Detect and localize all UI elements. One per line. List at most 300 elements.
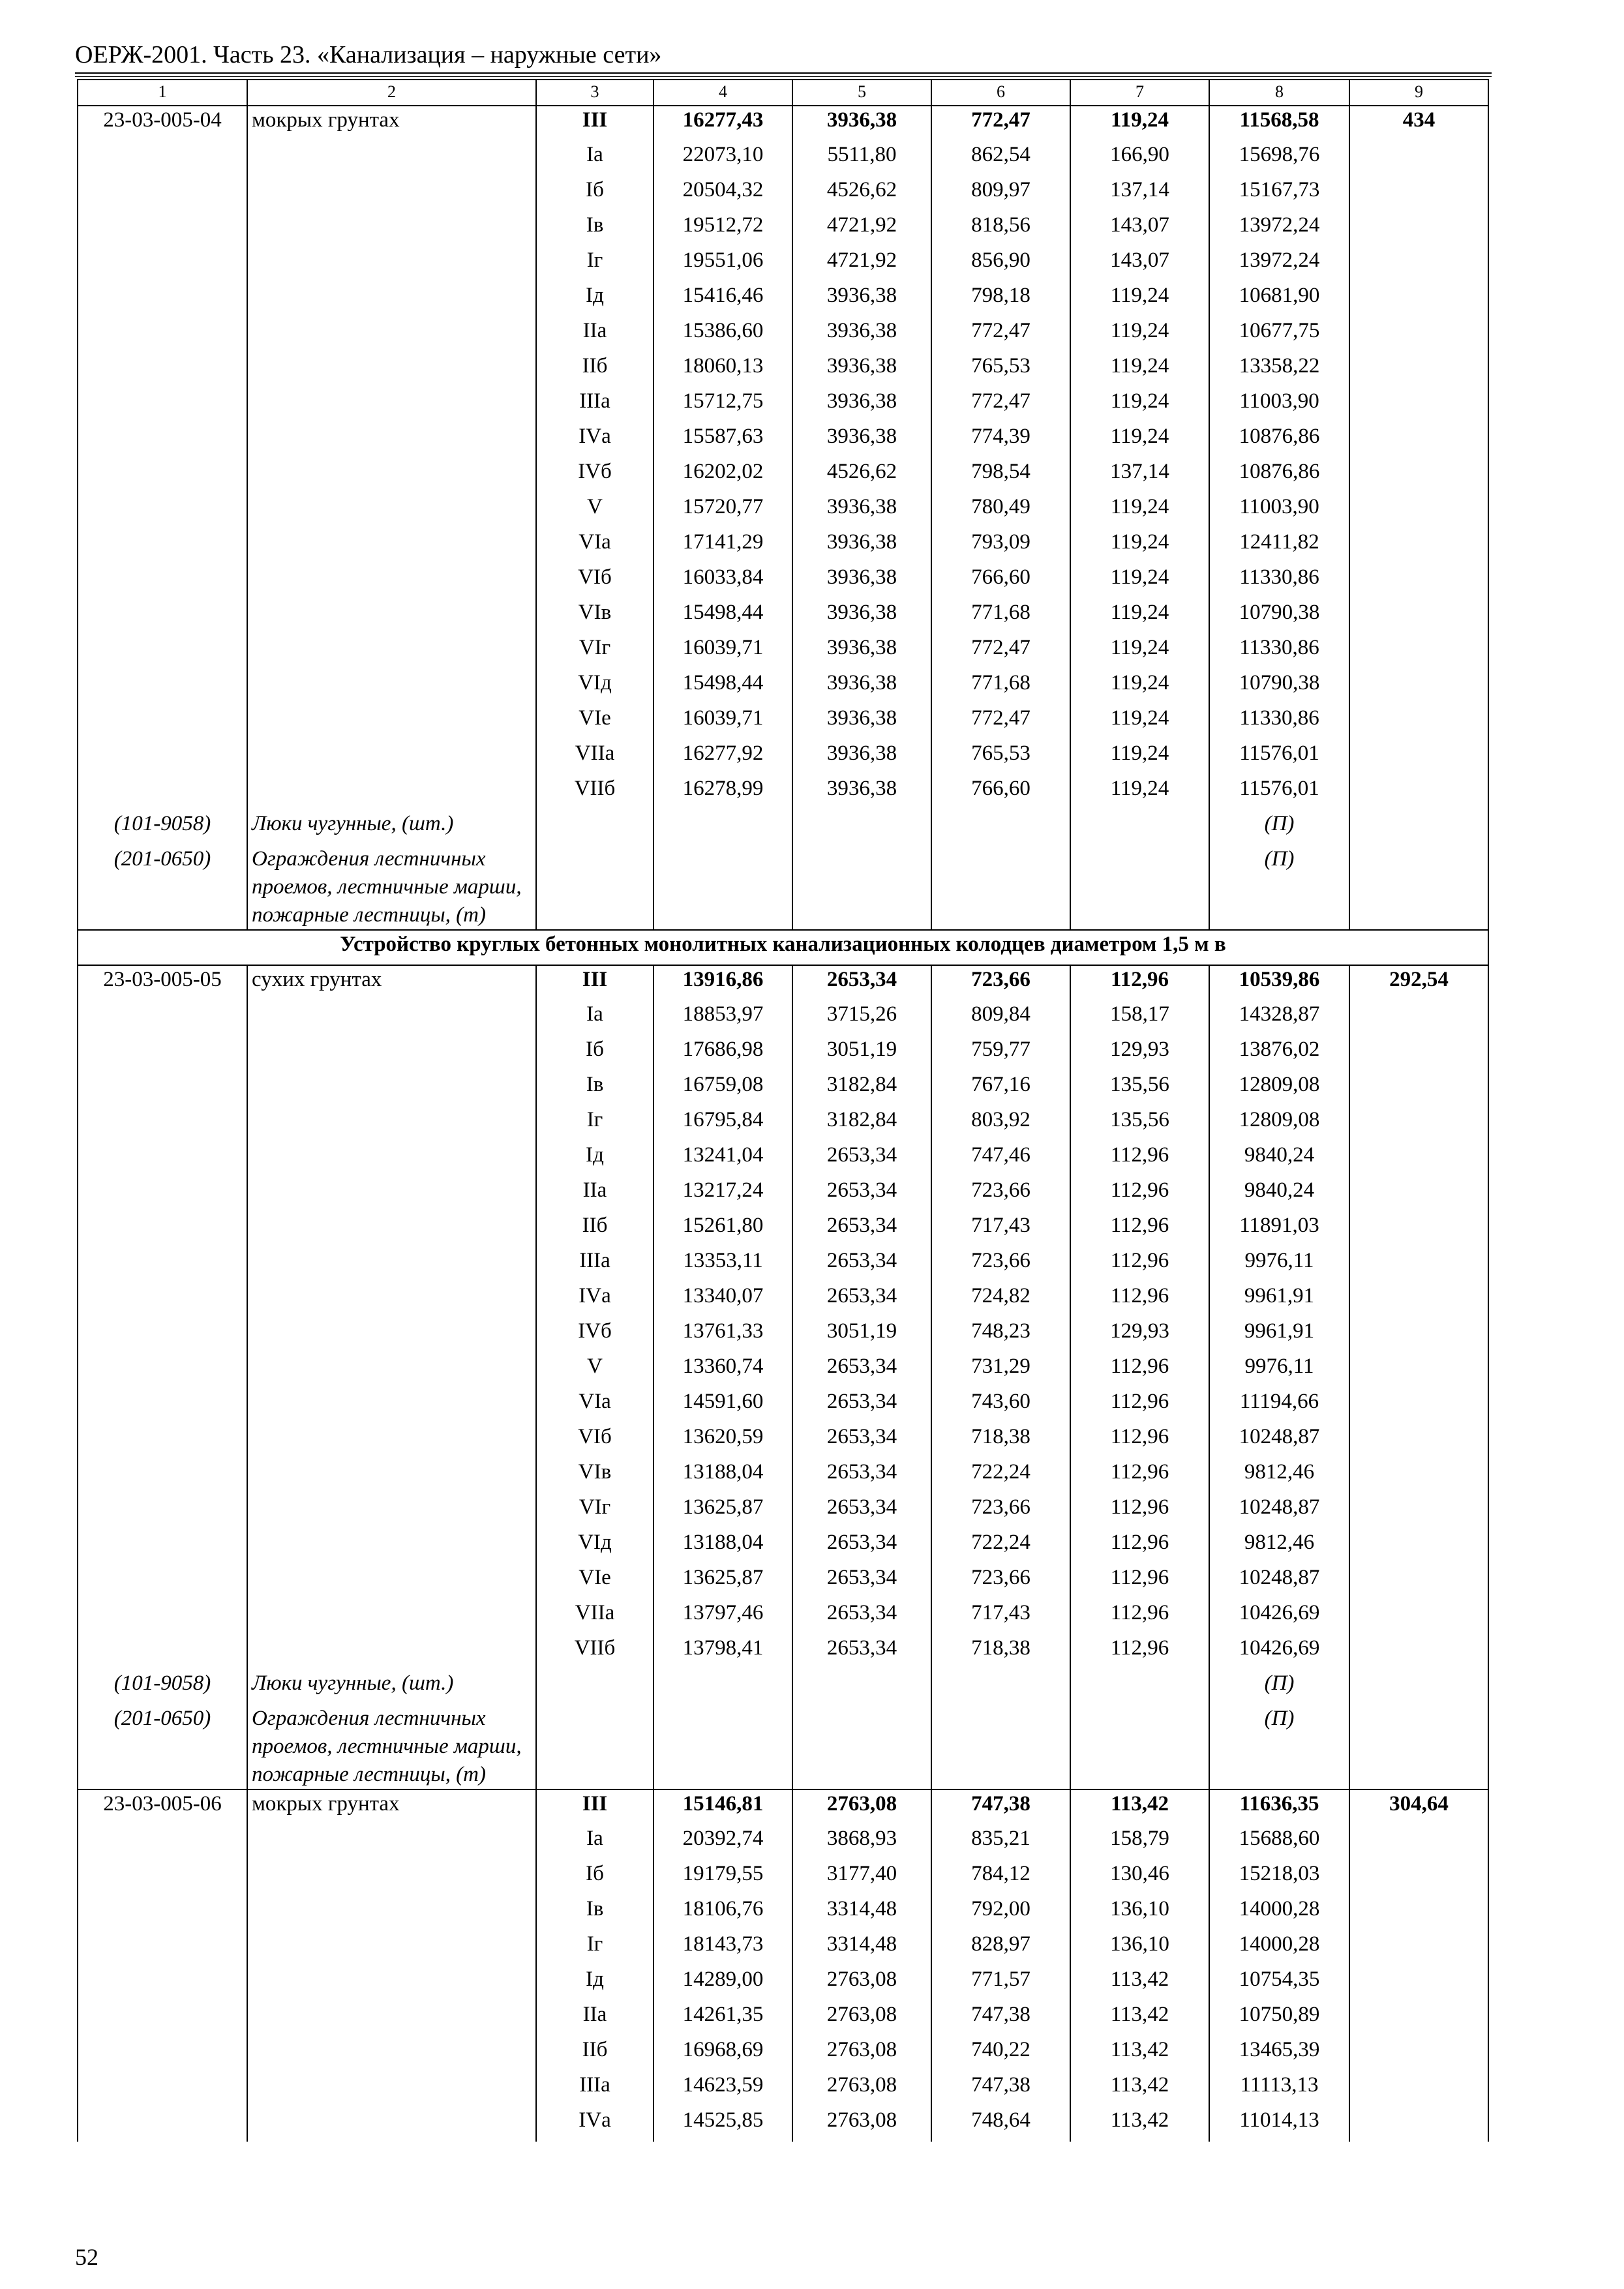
total-cost: 16202,02	[654, 458, 792, 493]
table-row	[78, 634, 1488, 669]
machine-cost: 818,56	[931, 211, 1070, 247]
column-number: 2	[247, 80, 536, 106]
soil-type: мокрых грунтах	[247, 1789, 536, 1825]
zone: Iв	[536, 1895, 654, 1930]
machinist-wages: 119,24	[1070, 634, 1209, 669]
empty-cell	[1070, 1705, 1209, 1789]
soil-type-empty	[247, 1106, 536, 1141]
soil-type-empty	[247, 1388, 536, 1423]
soil-type-empty	[247, 599, 536, 634]
total-cost: 15720,77	[654, 493, 792, 528]
machine-cost: 780,49	[931, 493, 1070, 528]
machinist-wages: 113,42	[1070, 2071, 1209, 2106]
soil-type: мокрых грунтах	[247, 106, 536, 141]
machine-cost: 717,43	[931, 1599, 1070, 1634]
machinist-wages: 112,96	[1070, 1634, 1209, 1669]
rate-code-empty	[78, 1000, 247, 1036]
labor-hours-empty	[1349, 1825, 1488, 1860]
labor-hours-empty	[1349, 493, 1488, 528]
soil-type-empty	[247, 1000, 536, 1036]
wages: 3936,38	[792, 599, 931, 634]
zone: IIIа	[536, 1247, 654, 1282]
table-row	[78, 1599, 1488, 1634]
soil-type-empty	[247, 634, 536, 669]
zone: VIе	[536, 704, 654, 740]
wages: 2653,34	[792, 1247, 931, 1282]
empty-cell	[931, 810, 1070, 845]
soil-type-empty	[247, 1247, 536, 1282]
table-row	[78, 965, 1488, 1000]
wages: 4526,62	[792, 458, 931, 493]
machine-cost: 792,00	[931, 1895, 1070, 1930]
machine-cost: 862,54	[931, 141, 1070, 176]
rate-code-empty	[78, 1895, 247, 1930]
rate-code-empty	[78, 1106, 247, 1141]
materials-cost: 9961,91	[1209, 1282, 1349, 1317]
machine-cost: 717,43	[931, 1212, 1070, 1247]
machine-cost: 747,38	[931, 2001, 1070, 2036]
soil-type-empty	[247, 1353, 536, 1388]
labor-hours-empty	[1349, 528, 1488, 563]
materials-cost: 11636,35	[1209, 1789, 1349, 1825]
labor-hours-empty	[1349, 1930, 1488, 1966]
table-row	[78, 1564, 1488, 1599]
machine-cost: 784,12	[931, 1860, 1070, 1895]
resource-unit-mark: (П)	[1209, 845, 1349, 930]
empty-cell	[654, 1705, 792, 1789]
machine-cost: 766,60	[931, 775, 1070, 810]
soil-type-empty	[247, 352, 536, 387]
machine-cost: 772,47	[931, 106, 1070, 141]
wages: 3936,38	[792, 740, 931, 775]
total-cost: 22073,10	[654, 141, 792, 176]
machine-cost: 731,29	[931, 1353, 1070, 1388]
machine-cost: 765,53	[931, 740, 1070, 775]
materials-cost: 9812,46	[1209, 1529, 1349, 1564]
rate-code-empty	[78, 528, 247, 563]
zone: Iб	[536, 1036, 654, 1071]
machine-cost: 771,68	[931, 599, 1070, 634]
materials-cost: 11891,03	[1209, 1212, 1349, 1247]
machinist-wages: 119,24	[1070, 669, 1209, 704]
total-cost: 15498,44	[654, 669, 792, 704]
empty-cell	[931, 845, 1070, 930]
section-heading-row	[78, 930, 1488, 965]
wages: 3936,38	[792, 387, 931, 423]
machine-cost: 747,46	[931, 1141, 1070, 1176]
wages: 3936,38	[792, 528, 931, 563]
machinist-wages: 119,24	[1070, 704, 1209, 740]
machinist-wages: 119,24	[1070, 423, 1209, 458]
wages: 3177,40	[792, 1860, 931, 1895]
rate-code-empty	[78, 1458, 247, 1493]
table-row	[78, 1493, 1488, 1529]
table-row	[78, 387, 1488, 423]
table-row	[78, 704, 1488, 740]
zone: VIIб	[536, 775, 654, 810]
rate-code-empty	[78, 176, 247, 211]
table-row	[78, 599, 1488, 634]
machine-cost: 723,66	[931, 1247, 1070, 1282]
machinist-wages: 112,96	[1070, 1599, 1209, 1634]
soil-type-empty	[247, 176, 536, 211]
zone: Iд	[536, 1966, 654, 2001]
rate-code-empty	[78, 775, 247, 810]
table-row	[78, 247, 1488, 282]
zone: VIа	[536, 1388, 654, 1423]
machine-cost: 809,84	[931, 1000, 1070, 1036]
zone: IIIа	[536, 2071, 654, 2106]
rate-code-empty	[78, 1247, 247, 1282]
labor-hours-empty	[1349, 1353, 1488, 1388]
wages: 2653,34	[792, 965, 931, 1000]
labor-hours-empty	[1349, 1317, 1488, 1353]
labor-hours-empty	[1349, 247, 1488, 282]
total-cost: 19179,55	[654, 1860, 792, 1895]
machine-cost: 772,47	[931, 317, 1070, 352]
machine-cost: 772,47	[931, 704, 1070, 740]
empty-cell	[792, 845, 931, 930]
table-row	[78, 352, 1488, 387]
rate-code-empty	[78, 493, 247, 528]
materials-cost: 10750,89	[1209, 2001, 1349, 2036]
zone: VIIа	[536, 740, 654, 775]
wages: 3936,38	[792, 493, 931, 528]
materials-cost: 14000,28	[1209, 1895, 1349, 1930]
materials-cost: 10248,87	[1209, 1493, 1349, 1529]
table-row	[78, 1353, 1488, 1388]
wages: 2653,34	[792, 1388, 931, 1423]
rate-code-empty	[78, 704, 247, 740]
zone: Iд	[536, 1141, 654, 1176]
total-cost: 13625,87	[654, 1493, 792, 1529]
soil-type-empty	[247, 2106, 536, 2142]
total-cost: 16968,69	[654, 2036, 792, 2071]
soil-type-empty	[247, 387, 536, 423]
materials-cost: 9840,24	[1209, 1176, 1349, 1212]
total-cost: 13916,86	[654, 965, 792, 1000]
total-cost: 13798,41	[654, 1634, 792, 1669]
wages: 3936,38	[792, 352, 931, 387]
wages: 2763,08	[792, 2036, 931, 2071]
rate-code-empty	[78, 1317, 247, 1353]
wages: 4721,92	[792, 247, 931, 282]
machine-cost: 835,21	[931, 1825, 1070, 1860]
materials-cost: 9812,46	[1209, 1458, 1349, 1493]
zone: Iа	[536, 1000, 654, 1036]
empty-cell	[1349, 1669, 1488, 1705]
resource-name: Ограждения лестничных проемов, лестничные марши, пожарные лестницы, (т)	[247, 1705, 536, 1789]
soil-type-empty	[247, 1564, 536, 1599]
labor-hours-empty	[1349, 1860, 1488, 1895]
wages: 3936,38	[792, 669, 931, 704]
labor-hours-empty	[1349, 211, 1488, 247]
rate-code: 23-03-005-05	[78, 965, 247, 1000]
soil-type-empty	[247, 563, 536, 599]
total-cost: 18143,73	[654, 1930, 792, 1966]
soil-type-empty	[247, 282, 536, 317]
soil-type-empty	[247, 1493, 536, 1529]
materials-cost: 11330,86	[1209, 634, 1349, 669]
machine-cost: 793,09	[931, 528, 1070, 563]
rate-code-empty	[78, 1071, 247, 1106]
table-row	[78, 176, 1488, 211]
total-cost: 17141,29	[654, 528, 792, 563]
soil-type-empty	[247, 1930, 536, 1966]
column-number: 9	[1349, 80, 1488, 106]
wages: 2763,08	[792, 2001, 931, 2036]
machine-cost: 747,38	[931, 2071, 1070, 2106]
total-cost: 15587,63	[654, 423, 792, 458]
labor-hours-empty	[1349, 1966, 1488, 2001]
table-row	[78, 1282, 1488, 1317]
soil-type-empty	[247, 1825, 536, 1860]
machine-cost: 809,97	[931, 176, 1070, 211]
labor-hours-empty	[1349, 1141, 1488, 1176]
zone: V	[536, 493, 654, 528]
machinist-wages: 119,24	[1070, 387, 1209, 423]
wages: 2653,34	[792, 1423, 931, 1458]
rate-code-empty	[78, 2036, 247, 2071]
soil-type-empty	[247, 775, 536, 810]
empty-cell	[1349, 1705, 1488, 1789]
wages: 2653,34	[792, 1141, 931, 1176]
machine-cost: 771,68	[931, 669, 1070, 704]
empty-cell	[1070, 1669, 1209, 1705]
wages: 3051,19	[792, 1317, 931, 1353]
labor-hours-empty	[1349, 1247, 1488, 1282]
total-cost: 16033,84	[654, 563, 792, 599]
soil-type-empty	[247, 247, 536, 282]
zone: VIг	[536, 634, 654, 669]
soil-type-empty	[247, 493, 536, 528]
labor-hours-empty	[1349, 1634, 1488, 1669]
soil-type-empty	[247, 1282, 536, 1317]
labor-hours-empty	[1349, 2106, 1488, 2142]
table-row	[78, 1141, 1488, 1176]
rate-code-empty	[78, 1388, 247, 1423]
zone: Iа	[536, 141, 654, 176]
table-row	[78, 2036, 1488, 2071]
materials-cost: 10790,38	[1209, 599, 1349, 634]
zone: VIд	[536, 1529, 654, 1564]
zone: III	[536, 965, 654, 1000]
rate-code-empty	[78, 458, 247, 493]
materials-cost: 11194,66	[1209, 1388, 1349, 1423]
materials-cost: 10426,69	[1209, 1599, 1349, 1634]
machine-cost: 718,38	[931, 1423, 1070, 1458]
rate-code-empty	[78, 423, 247, 458]
machinist-wages: 119,24	[1070, 740, 1209, 775]
machine-cost: 767,16	[931, 1071, 1070, 1106]
soil-type-empty	[247, 2001, 536, 2036]
labor-hours-empty	[1349, 775, 1488, 810]
zone: IIа	[536, 1176, 654, 1212]
machinist-wages: 137,14	[1070, 176, 1209, 211]
zone: IIIа	[536, 387, 654, 423]
rate-code-empty	[78, 1353, 247, 1388]
zone: IIб	[536, 352, 654, 387]
zone: V	[536, 1353, 654, 1388]
materials-cost: 9976,11	[1209, 1247, 1349, 1282]
header-rule-thin	[75, 76, 1492, 77]
wages: 3936,38	[792, 563, 931, 599]
rate-code-empty	[78, 669, 247, 704]
materials-cost: 11113,13	[1209, 2071, 1349, 2106]
zone: VIе	[536, 1564, 654, 1599]
materials-cost: 15698,76	[1209, 141, 1349, 176]
labor-hours-empty	[1349, 1071, 1488, 1106]
soil-type-empty	[247, 1860, 536, 1895]
empty-cell	[654, 1669, 792, 1705]
soil-type-empty	[247, 1176, 536, 1212]
zone: VIб	[536, 1423, 654, 1458]
machine-cost: 798,54	[931, 458, 1070, 493]
wages: 3182,84	[792, 1106, 931, 1141]
empty-cell	[931, 1705, 1070, 1789]
machinist-wages: 112,96	[1070, 1176, 1209, 1212]
column-number: 1	[78, 80, 247, 106]
zone: Iв	[536, 211, 654, 247]
labor-hours-empty	[1349, 2071, 1488, 2106]
wages: 3182,84	[792, 1071, 931, 1106]
machine-cost: 724,82	[931, 1282, 1070, 1317]
labor-hours-empty	[1349, 2036, 1488, 2071]
machine-cost: 740,22	[931, 2036, 1070, 2071]
wages: 3868,93	[792, 1825, 931, 1860]
wages: 3936,38	[792, 634, 931, 669]
labor-hours-empty	[1349, 1458, 1488, 1493]
wages: 4721,92	[792, 211, 931, 247]
table-row	[78, 2106, 1488, 2142]
total-cost: 14261,35	[654, 2001, 792, 2036]
labor-hours-empty	[1349, 1176, 1488, 1212]
soil-type-empty	[247, 1036, 536, 1071]
machinist-wages: 112,96	[1070, 1247, 1209, 1282]
materials-cost: 13876,02	[1209, 1036, 1349, 1071]
page-number: 52	[75, 2244, 98, 2270]
rate-code-empty	[78, 211, 247, 247]
machinist-wages: 112,96	[1070, 1353, 1209, 1388]
zone: VIд	[536, 669, 654, 704]
machinist-wages: 135,56	[1070, 1106, 1209, 1141]
soil-type-empty	[247, 1966, 536, 2001]
labor-hours: 434	[1349, 106, 1488, 141]
zone: Iг	[536, 1106, 654, 1141]
labor-hours-empty	[1349, 1529, 1488, 1564]
table-row	[78, 1423, 1488, 1458]
machinist-wages: 119,24	[1070, 282, 1209, 317]
table-row	[78, 1000, 1488, 1036]
rate-code-empty	[78, 740, 247, 775]
machinist-wages: 119,24	[1070, 493, 1209, 528]
zone: Iг	[536, 1930, 654, 1966]
labor-hours-empty	[1349, 1423, 1488, 1458]
resource-unit-mark: (П)	[1209, 810, 1349, 845]
total-cost: 18853,97	[654, 1000, 792, 1036]
table-row	[78, 2001, 1488, 2036]
machinist-wages: 129,93	[1070, 1317, 1209, 1353]
total-cost: 16795,84	[654, 1106, 792, 1141]
table-row	[78, 141, 1488, 176]
table-row	[78, 1212, 1488, 1247]
soil-type-empty	[247, 1599, 536, 1634]
machine-cost: 828,97	[931, 1930, 1070, 1966]
soil-type-empty	[247, 1895, 536, 1930]
rate-code-empty	[78, 1930, 247, 1966]
rate-code-empty	[78, 1529, 247, 1564]
rate-code-empty	[78, 1493, 247, 1529]
table-row	[78, 1458, 1488, 1493]
materials-cost: 13972,24	[1209, 247, 1349, 282]
labor-hours-empty	[1349, 669, 1488, 704]
materials-cost: 15167,73	[1209, 176, 1349, 211]
materials-cost: 15218,03	[1209, 1860, 1349, 1895]
zone: Iв	[536, 1071, 654, 1106]
machinist-wages: 136,10	[1070, 1930, 1209, 1966]
empty-cell	[1349, 845, 1488, 930]
machine-cost: 765,53	[931, 352, 1070, 387]
rate-code-empty	[78, 1860, 247, 1895]
rate-code-empty	[78, 317, 247, 352]
total-cost: 13625,87	[654, 1564, 792, 1599]
wages: 2763,08	[792, 2071, 931, 2106]
rate-code-empty	[78, 1634, 247, 1669]
machinist-wages: 166,90	[1070, 141, 1209, 176]
table-row	[78, 423, 1488, 458]
materials-cost: 11330,86	[1209, 704, 1349, 740]
machinist-wages: 136,10	[1070, 1895, 1209, 1930]
empty-cell	[931, 1669, 1070, 1705]
zone: VIIа	[536, 1599, 654, 1634]
soil-type-empty	[247, 1071, 536, 1106]
machine-cost: 759,77	[931, 1036, 1070, 1071]
total-cost: 15498,44	[654, 599, 792, 634]
machinist-wages: 119,24	[1070, 352, 1209, 387]
rate-code-empty	[78, 1966, 247, 2001]
materials-cost: 10754,35	[1209, 1966, 1349, 2001]
wages: 3936,38	[792, 423, 931, 458]
resource-note-row	[78, 810, 1488, 845]
total-cost: 17686,98	[654, 1036, 792, 1071]
machinist-wages: 112,96	[1070, 1564, 1209, 1599]
total-cost: 19551,06	[654, 247, 792, 282]
resource-note-row	[78, 845, 1488, 930]
resource-code: (101-9058)	[78, 1669, 247, 1705]
table-row	[78, 740, 1488, 775]
machinist-wages: 112,96	[1070, 1212, 1209, 1247]
machinist-wages: 158,79	[1070, 1825, 1209, 1860]
empty-cell	[792, 1705, 931, 1789]
table-row	[78, 1634, 1488, 1669]
total-cost: 13241,04	[654, 1141, 792, 1176]
total-cost: 15416,46	[654, 282, 792, 317]
total-cost: 20504,32	[654, 176, 792, 211]
table-row	[78, 1388, 1488, 1423]
machinist-wages: 112,96	[1070, 965, 1209, 1000]
resource-note-row	[78, 1669, 1488, 1705]
labor-hours-empty	[1349, 423, 1488, 458]
machine-cost: 723,66	[931, 1564, 1070, 1599]
total-cost: 13188,04	[654, 1458, 792, 1493]
wages: 2653,34	[792, 1529, 931, 1564]
machine-cost: 723,66	[931, 965, 1070, 1000]
machine-cost: 748,64	[931, 2106, 1070, 2142]
wages: 2763,08	[792, 1789, 931, 1825]
labor-hours-empty	[1349, 282, 1488, 317]
labor-hours-empty	[1349, 176, 1488, 211]
materials-cost: 14000,28	[1209, 1930, 1349, 1966]
